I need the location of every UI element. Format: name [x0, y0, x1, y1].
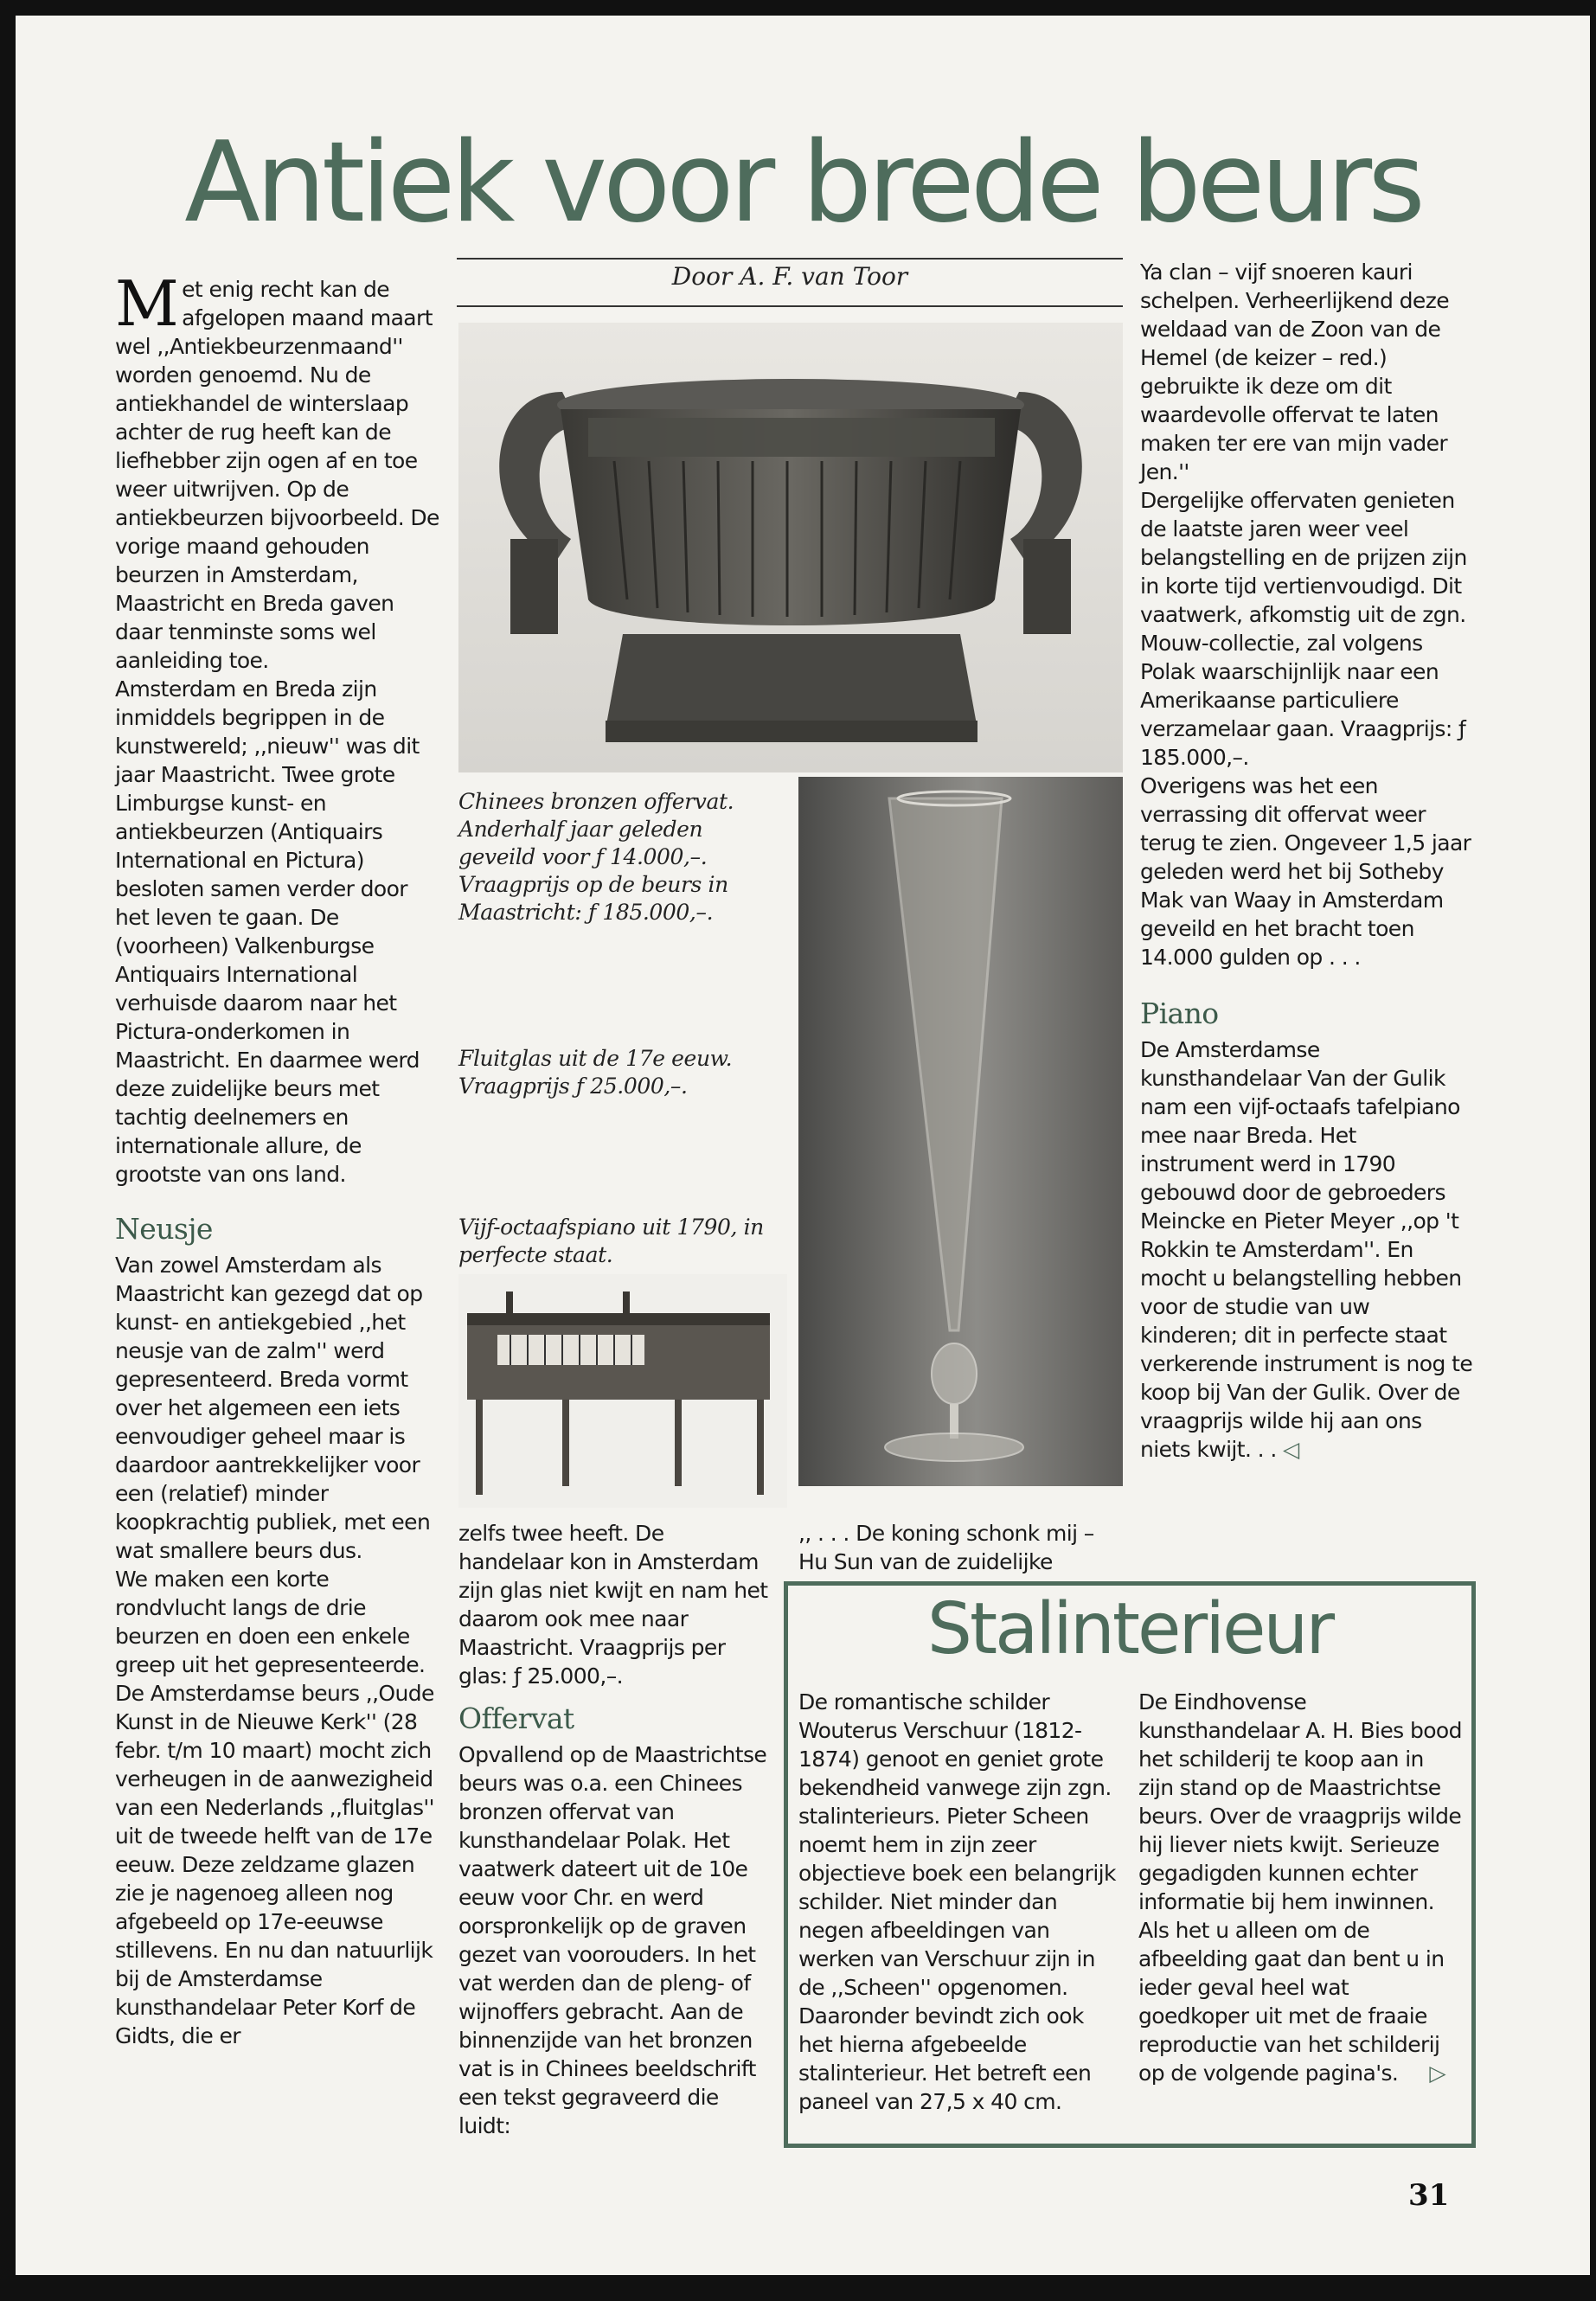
column-2: [458, 1519, 774, 2140]
byline-rule-bottom: [457, 305, 1123, 307]
paragraph: zelfs twee heeft. De handelaar kon in Amsterdam zijn glas niet kwijt en nam het daarom ook mee naar Maastricht. Vraagprijs per glas: ƒ 25.000,–.: [458, 1521, 768, 1689]
column-3: [1140, 258, 1473, 1464]
paragraph: Van zowel Amsterdam als Maastricht kan gezegd dat op kunst- en antiekgebied ,,het neusje van de zalm'' werd gepresenteerd. Breda vormt over het algemeen een iets eenvoudiger geheel maar is daardoor aantrekkelijker voor een (relatief) minder koopkrachtig publiek, met een wat smallere beurs dus.: [115, 1253, 431, 1563]
byline: Door A. F. van Toor: [671, 262, 908, 291]
paragraph: Overigens was het een verrassing dit offervat weer terug te zien. Ongeveer 1,5 jaar geleden werd het bij Sotheby Mak van Waay in Amsterdam geveild en het bracht toen 14.000 gulden op . . .: [1140, 773, 1471, 970]
paragraph: Ya clan – vijf snoeren kauri schelpen. Verheerlijkend deze weldaad van de Zoon van de Hemel (de keizer – red.) gebruikte ik deze om dit waardevolle offervat te laten maken ter ere van mijn vader Jen.'': [1140, 260, 1450, 484]
piano-caption: Vijf-octaafspiano uit 1790, in perfecte staat.: [458, 1215, 764, 1267]
column-1: [115, 267, 439, 2050]
quote-text: ,, . . . De koning schonk mij – Hu Sun van de zuidelijke: [798, 1521, 1094, 1574]
piano-text: De Amsterdamse kunsthandelaar Van der Gulik nam een vijf-octaafs tafelpiano mee naar Breda. Het instrument werd in 1790 gebouwd door de gebroeders Meincke en Pieter Meyer ,,op 't Rokkin te Amsterdam''. En mocht u belangstelling hebben voor de studie van uw kinderen; dit in perfecte staat verkerende instrument is nog te koop bij Van der Gulik. Over de vraagprijs wilde hij aan ons niets kwijt. . .: [1140, 1037, 1473, 1462]
drop-cap: M: [115, 267, 179, 340]
page-number: 31: [1408, 2178, 1450, 2213]
table-piano-image: [458, 1274, 787, 1508]
continue-triangle-icon: ▷: [1429, 2061, 1445, 2086]
section-heading-neusje: Neusje: [115, 1212, 213, 1246]
flute-glass-photo: [798, 777, 1123, 1486]
paragraph: Opvallend op de Maastrichtse beurs was o.a. een Chinees bronzen offervat van kunsthandelaar Polak. Het vaatwerk dateert uit de 10e eeuw voor Chr. en werd oorspronkelijk op de graven gezet van voorouders. In het vat werden dan de pleng- of wijnoffers gebracht. Aan de binnenzijde van het bronzen vat is in Chinees beeldschrift een tekst gegraveerd die luidt:: [458, 1742, 767, 2138]
magazine-page: [16, 16, 1590, 2275]
article-title: Antiek voor brede beurs: [184, 119, 1421, 247]
bronze-vessel-image: [458, 323, 1123, 772]
stalinterieur-box: [784, 1581, 1476, 2148]
paragraph: Dergelijke offervaten genieten de laatste jaren weer veel belangstelling en de prijzen zijn in korte tijd vertienvoudigd. Dit vaatwerk, afkomstig uit de zgn. Mouw-collectie, zal volgens Polak waarschijnlijk naar een Amerikaanse particuliere verzamelaar gaan. Vraagprijs: ƒ 185.000,–.: [1140, 488, 1467, 770]
byline-rule-top: [457, 258, 1123, 260]
glass-caption: Fluitglas uit de 17e eeuw. Vraagprijs ƒ 25.000,–.: [458, 1046, 733, 1099]
bronze-vessel-photo: [458, 323, 1123, 772]
table-piano-photo: [458, 1274, 787, 1508]
paragraph: We maken een korte rondvlucht langs de drie beurzen en doen een enkele greep uit het gepresenteerde.: [115, 1567, 426, 1677]
intro-text: et enig recht kan de afgelopen maand maart wel ,,Antiekbeurzenmaand'' worden genoemd. Nu de antiekhandel de winterslaap achter de rug heeft kan de liefhebber zijn ogen af en toe weer uitwrijven. Op de antiekbeurzen bijvoorbeeld. De vorige maand gehouden beurzen in Amsterdam, Maastricht en Breda gaven daar tenminste soms wel aanleiding toe.: [115, 277, 439, 673]
intro-paragraph: [115, 267, 439, 675]
paragraph: De Amsterdamse beurs ,,Oude Kunst in de Nieuwe Kerk'' (28 febr. t/m 10 maart) mocht zich verheugen in de aanwezigheid van een Nederlands ,,fluitglas'' uit de tweede helft van de 17e eeuw. Deze zeldzame glazen zie je nagenoeg alleen nog afgebeeld op 17e-eeuwse stillevens. En nu dan natuurlijk bij de Amsterdamse kunsthandelaar Peter Korf de Gidts, die er: [115, 1681, 434, 2048]
flute-glass-image: [798, 777, 1123, 1486]
box-title: Stalinterieur: [926, 1588, 1333, 1670]
section-heading-piano: Piano: [1140, 997, 1219, 1030]
section-heading-offervat: Offervat: [458, 1702, 574, 1735]
box-left-column: De romantische schilder Wouterus Verschuur (1812-1874) genoot en geniet grote bekendheid vanwege zijn zgn. stalinterieurs. Pieter Scheen noemt hem in zijn zeer objectieve boek een belangrijk schilder. Niet minder dan negen afbeeldingen van werken van Verschuur zijn in de ,,Scheen'' opgenomen. Daaronder bevindt zich ook het hierna afgebeelde stalinterieur. Het betreft een paneel van 27,5 x 40 cm.: [798, 1689, 1116, 2114]
box-right-column: [1138, 1688, 1463, 2087]
box-right-text: De Eindhovense kunsthandelaar A. H. Bies bood het schilderij te koop aan in zijn stand op de Maastrichtse beurs. Over de vraagprijs wilde hij liever niets kwijt. Serieuze gegadigden kunnen echter informatie bij hem inwinnen. Als het u alleen om de afbeelding gaat dan bent u in ieder geval heel wat goedkoper uit met de fraaie reproductie van het schilderij op de volgende pagina's.: [1138, 1689, 1462, 2086]
bowl-caption: Chinees bronzen offervat. Anderhalf jaar geleden geveild voor ƒ 14.000,–. Vraagprijs op de beurs in Maastricht: ƒ 185.000,–.: [458, 789, 734, 925]
paragraph: [1140, 1035, 1473, 1464]
end-triangle-icon: ◁: [1283, 1437, 1299, 1462]
paragraph: Amsterdam en Breda zijn inmiddels begrippen in de kunstwereld; ,,nieuw'' was dit jaar Maastricht. Twee grote Limburgse kunst- en antiekbeurzen (Antiquairs International en Pictura) besloten samen verder door het leven te gaan. De (voorheen) Valkenburgse Antiquairs International verhuisde daarom naar het Pictura-onderkomen in Maastricht. En daarmee werd deze zuidelijke beurs met tachtig deelnemers en internationale allure, de grootste van ons land.: [115, 676, 420, 1187]
